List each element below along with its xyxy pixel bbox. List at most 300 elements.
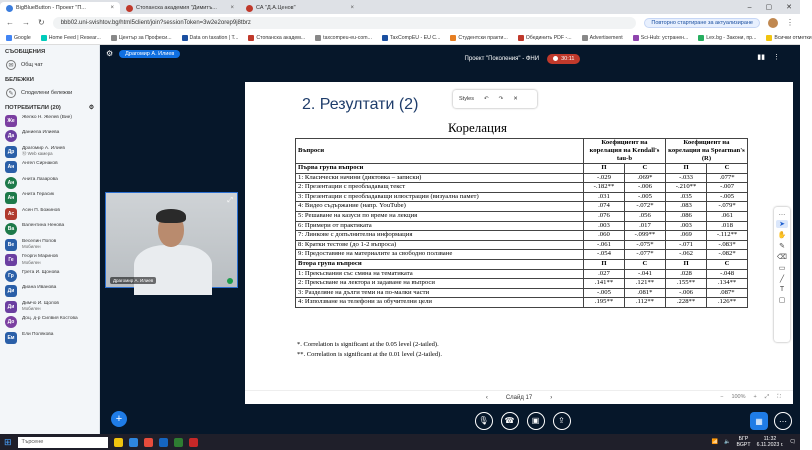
user-name: Георги Маринов <box>22 254 58 259</box>
rectangle-tool-icon[interactable]: ▭ <box>778 265 786 272</box>
bookmark-item[interactable] <box>41 35 101 41</box>
all-bookmarks[interactable] <box>766 35 811 41</box>
table-header-row <box>296 139 748 164</box>
excel-icon[interactable] <box>174 438 183 447</box>
user-list-item[interactable] <box>0 237 99 253</box>
user-status: Ⓜ Web камера <box>22 151 53 157</box>
user-name: Ели Полякова <box>22 331 54 337</box>
user-avatar: Ве <box>5 239 17 251</box>
coefficient-cell: -.048 <box>707 269 748 279</box>
bookmark-label: Обединить PDF -... <box>525 34 572 41</box>
coefficient-cell: -.005 <box>584 288 625 298</box>
user-list-item[interactable] <box>0 206 99 222</box>
hide-presentation-button[interactable]: ▦ <box>750 412 768 430</box>
tab-label: BigBlueButton - Проект "П... <box>16 5 86 11</box>
footnote-05: *. Correlation is significant at the 0.05 level (2-tailed). <box>297 341 439 348</box>
coefficient-cell: -.071 <box>665 240 706 250</box>
browser-tab-academy[interactable] <box>120 2 240 14</box>
group1-label: Първа група въпроси <box>296 164 584 174</box>
coefficient-cell: -.005 <box>707 192 748 202</box>
browser-tabbar <box>0 0 800 14</box>
question-cell: 2: Прекъсване на лектора и задаване на въпроси <box>296 279 584 289</box>
coefficient-cell: .074 <box>584 202 625 212</box>
user-avatar: Да <box>5 130 17 142</box>
coefficient-cell: .126** <box>707 298 748 308</box>
leave-audio-button[interactable]: ☎ <box>501 412 519 430</box>
coefficient-cell: -.041 <box>624 269 665 279</box>
url-text: bbb02.uni-svishtov.bg/html5client/join?sessionToken=3w2e2orep9j8tbrz <box>60 19 251 26</box>
table-row <box>296 183 748 193</box>
maximize-icon[interactable]: ▢ <box>765 4 773 11</box>
more-options-button[interactable]: ⋯ <box>774 412 792 430</box>
delete-icon[interactable]: ✕ <box>513 96 518 102</box>
tab-label: Стопанска академия "Димитъ... <box>136 5 217 11</box>
coefficient-cell: .077* <box>707 173 748 183</box>
network-icon[interactable]: 📶 <box>711 439 718 445</box>
academy-favicon-icon <box>126 5 133 12</box>
webcam-tile[interactable] <box>105 192 238 288</box>
table-row <box>296 250 748 260</box>
bookmark-item[interactable] <box>382 35 440 41</box>
question-cell: 3: Презентации с преобладаващи илюстрации (визуална памет) <box>296 192 584 202</box>
close-tab-icon[interactable]: × <box>350 5 354 11</box>
table-row <box>296 240 748 250</box>
question-cell: 8: Кратки тестове (до 1-2 въпроса) <box>296 240 584 250</box>
user-avatar: Ем <box>5 332 17 344</box>
coefficient-cell: .028 <box>665 269 706 279</box>
user-avatar: Ан <box>5 177 17 189</box>
bbb-app <box>0 45 800 434</box>
chrome-icon[interactable] <box>144 438 153 447</box>
reload-icon[interactable]: ↻ <box>38 18 45 27</box>
user-list-item[interactable] <box>0 268 99 284</box>
notes-icon: ✎ <box>6 88 16 98</box>
user-name: Асен П. Божинов <box>22 207 60 213</box>
record-dot-icon <box>553 56 558 61</box>
question-cell: 5: Решаване на казуси по време на лекция <box>296 211 584 221</box>
kendall-header: Коефициент на корелация на Kendall's tau-b <box>584 139 666 164</box>
whiteboard-tools <box>774 207 790 342</box>
pencil-tool-icon[interactable]: ✎ <box>779 243 785 250</box>
notifications-icon[interactable]: 🗨 <box>789 439 796 445</box>
question-cell: 7: Линкове с допълнителна информация <box>296 231 584 241</box>
styles-button[interactable]: Styles <box>459 96 474 102</box>
coefficient-cell: .069 <box>665 231 706 241</box>
powerpoint-icon[interactable] <box>189 438 198 447</box>
mic-status-icon <box>227 278 233 284</box>
question-cell: 1: Прекъсвания със смяна на тематиката <box>296 269 584 279</box>
edge-icon[interactable] <box>129 438 138 447</box>
coefficient-cell: .060 <box>584 231 625 241</box>
coefficient-cell: .027 <box>584 269 625 279</box>
users-count-label: ПОТРЕБИТЕЛИ (20) <box>5 105 61 111</box>
undo-icon[interactable]: ↶ <box>483 96 489 102</box>
user-name: Даниела Илиева <box>22 130 60 135</box>
public-chat-label: Общ чат <box>21 62 43 68</box>
file-explorer-icon[interactable] <box>114 438 123 447</box>
chat-icon: ✉ <box>6 60 16 70</box>
question-cell: 6: Примери от практиката <box>296 221 584 231</box>
actions-plus-button[interactable]: + <box>111 411 127 427</box>
coefficient-cell: -.082* <box>707 250 748 260</box>
close-window-icon[interactable]: ✕ <box>786 4 792 11</box>
coefficient-cell: .086 <box>665 211 706 221</box>
user-name: Димчо И. Щолов <box>22 300 59 306</box>
slide-selector[interactable]: Слайд 17 <box>505 394 533 401</box>
more-tools-icon[interactable]: … <box>778 210 786 217</box>
coefficient-cell: -.006 <box>665 288 706 298</box>
zoom-level[interactable]: 100% <box>731 394 746 400</box>
coefficient-cell: .087* <box>707 288 748 298</box>
person-hair <box>156 209 186 223</box>
user-avatar: Ди <box>5 301 17 313</box>
line-tool-icon[interactable]: ╱ <box>779 276 785 283</box>
fullscreen-presentation-icon[interactable]: ⛶ <box>777 394 781 400</box>
bookmark-item[interactable] <box>582 35 623 41</box>
browser-menu-icon[interactable]: ⋮ <box>786 18 794 27</box>
coefficient-cell: .155** <box>665 279 706 289</box>
user-list-item[interactable] <box>0 144 99 160</box>
table-row <box>296 211 748 221</box>
bookmark-label: TaxCompEU - EU C... <box>389 34 441 41</box>
user-avatar: Гр <box>5 270 17 282</box>
select-tool-icon[interactable]: ➤ <box>776 220 788 228</box>
clock[interactable] <box>757 436 784 448</box>
user-list-item[interactable] <box>0 175 99 191</box>
redo-icon[interactable]: ↷ <box>498 96 504 102</box>
coefficient-cell: .121** <box>624 279 665 289</box>
table-row <box>296 269 748 279</box>
user-name: Анита Лазарова <box>22 176 58 182</box>
table-row <box>296 192 748 202</box>
profile-avatar[interactable] <box>768 18 778 28</box>
coefficient-cell: .076 <box>584 211 625 221</box>
table-row <box>296 298 748 308</box>
recording-time: 30:11 <box>561 55 575 62</box>
table-row <box>296 231 748 241</box>
clock-date: 6.11.2023 г. <box>756 442 784 448</box>
coefficient-cell: -.033 <box>665 173 706 183</box>
public-chat-item[interactable] <box>0 57 99 73</box>
coefficient-cell: .112** <box>624 298 665 308</box>
questions-header: Въпроси <box>296 139 584 164</box>
user-text <box>22 332 53 338</box>
window-controls <box>748 0 800 14</box>
meeting-top-bar <box>245 45 800 72</box>
zoom-controls <box>720 394 781 401</box>
settings-gear-icon[interactable]: ⚙ <box>106 49 114 58</box>
bookmark-icon <box>633 35 639 41</box>
bookmark-icon <box>111 35 117 41</box>
table-row <box>296 173 748 183</box>
windows-start-icon[interactable]: ⊞ <box>4 436 12 447</box>
bookmark-label: Lex.bg - Закони, пр... <box>706 34 757 41</box>
table-row <box>296 288 748 298</box>
coefficient-cell: -.182** <box>584 183 625 193</box>
coefficient-cell: .195** <box>584 298 625 308</box>
bookmark-icon <box>518 35 524 41</box>
bookmark-label: Стопанска академ... <box>256 34 306 41</box>
coefficient-cell: .003 <box>665 221 706 231</box>
presenter-name-pill[interactable]: Драгомир А. Илиев <box>119 50 180 58</box>
user-avatar: Ге <box>5 254 17 266</box>
user-name: Грета И. Щонова <box>22 269 60 275</box>
fit-width-icon[interactable]: ⤢ <box>764 394 770 400</box>
bookmark-item[interactable] <box>111 35 172 41</box>
lang-label-2: BGPT <box>736 442 751 448</box>
browser-tab-sa[interactable] <box>240 2 360 14</box>
user-text <box>22 223 64 229</box>
coefficient-cell: -.099** <box>624 231 665 241</box>
coefficient-cell: .228** <box>665 298 706 308</box>
presentation-slide <box>245 82 793 390</box>
user-name: Диана Иванова <box>22 285 57 290</box>
group2-header-row <box>296 259 748 269</box>
sub-header-s: С <box>707 259 748 269</box>
coefficient-cell: -.061 <box>584 240 625 250</box>
sub-header-s: С <box>624 259 665 269</box>
user-name: Драгомир А. Илиев <box>22 145 65 151</box>
user-text <box>22 239 56 250</box>
volume-icon[interactable]: 🔈 <box>723 439 731 445</box>
user-list-item[interactable] <box>0 191 99 207</box>
video-top-bar <box>100 45 245 62</box>
coefficient-cell: -.077* <box>624 250 665 260</box>
mute-mic-button[interactable]: 🎙 <box>475 412 493 430</box>
clock-time: 11:32 <box>763 436 777 442</box>
coefficient-cell: .003 <box>584 221 625 231</box>
coefficient-cell: .134** <box>707 279 748 289</box>
coefficient-cell: .081* <box>624 288 665 298</box>
coefficient-cell: -.079* <box>707 202 748 212</box>
bookmark-label: Sci-Hub: устранен... <box>640 34 689 41</box>
bookmark-icon <box>382 35 388 41</box>
coefficient-cell: .018 <box>707 221 748 231</box>
bookmark-item[interactable] <box>518 35 572 41</box>
folder-icon <box>766 35 772 41</box>
back-icon[interactable]: ← <box>6 18 14 27</box>
next-slide-icon[interactable]: › <box>550 394 553 401</box>
connection-status-icon[interactable]: ▮▮ <box>757 54 765 61</box>
user-text <box>22 146 65 157</box>
url-field[interactable] <box>53 17 637 29</box>
table-row <box>296 221 748 231</box>
shared-notes-item[interactable] <box>0 85 99 101</box>
messages-header: СЪОБЩЕНИЯ <box>5 49 46 55</box>
zoom-in-icon[interactable]: + <box>753 394 757 400</box>
question-cell: 3: Разделяне на дълги теми на по-малки части <box>296 288 584 298</box>
group2-label: Втора група въпроси <box>296 259 584 269</box>
coefficient-cell: -.005 <box>624 192 665 202</box>
user-list-item[interactable] <box>0 222 99 238</box>
shared-notes-label: Споделени бележки <box>21 90 73 96</box>
user-list-item[interactable] <box>0 253 99 269</box>
bookmark-label: Advertisement <box>589 34 623 41</box>
user-text <box>22 285 56 291</box>
address-bar <box>0 14 800 31</box>
coefficient-cell: -.029 <box>584 173 625 183</box>
table-row <box>296 279 748 289</box>
browser-tab-bbb[interactable] <box>0 2 120 14</box>
slide-heading: Корелация <box>448 120 507 135</box>
slide-navigation <box>245 390 793 404</box>
tab-label: СА "Д.А.Ценов" <box>256 5 296 11</box>
bookmark-label: taxcompeu-eu-com... <box>323 34 372 41</box>
sub-header-p: П <box>584 164 625 174</box>
users-settings-icon[interactable]: ⚙ <box>88 105 94 111</box>
hand-tool-icon[interactable]: ✋ <box>777 232 787 239</box>
question-cell: 4: Видео съдържание (напр. YouTube) <box>296 202 584 212</box>
prev-slide-icon[interactable]: ‹ <box>485 394 488 401</box>
coefficient-cell: -.112** <box>707 231 748 241</box>
topbar-right <box>757 53 780 61</box>
coefficient-cell: .035 <box>665 192 706 202</box>
bookmark-label: Център за Професи... <box>118 34 172 41</box>
slide-title: 2. Резултати (2) <box>302 96 419 113</box>
recording-indicator[interactable] <box>547 54 580 64</box>
bookmark-item[interactable] <box>450 35 507 41</box>
close-tab-icon[interactable]: × <box>110 5 114 11</box>
group1-header-row <box>296 164 748 174</box>
sub-header-p: П <box>665 259 706 269</box>
bookmark-label: Home Feed | Resear... <box>48 34 101 41</box>
user-status: Мобилен <box>22 244 41 250</box>
eraser-tool-icon[interactable]: ⌫ <box>777 254 787 261</box>
word-icon[interactable] <box>159 438 168 447</box>
bookmark-icon <box>182 35 188 41</box>
user-avatar: Ан <box>5 192 17 204</box>
user-status: Мобилен <box>22 306 41 312</box>
users-sidebar <box>0 45 100 434</box>
users-header <box>0 101 99 113</box>
user-text <box>22 161 58 167</box>
user-avatar: Др <box>5 146 17 158</box>
share-screen-button[interactable]: ⇪ <box>553 412 571 430</box>
language-indicator[interactable] <box>736 436 750 448</box>
user-text <box>22 130 59 136</box>
bookmarks-bar <box>0 31 812 45</box>
bookmark-item[interactable] <box>633 35 689 41</box>
user-avatar: Ас <box>5 208 17 220</box>
forward-icon[interactable]: → <box>22 18 30 27</box>
bookmark-icon <box>248 35 254 41</box>
user-avatar: Ди <box>5 285 17 297</box>
coefficient-cell: .069* <box>624 173 665 183</box>
question-cell: 9: Предоставяне на материалите за свободно ползване <box>296 250 584 260</box>
bookmark-item[interactable] <box>698 35 756 41</box>
coefficient-cell: .031 <box>584 192 625 202</box>
webcam-name-label: Драгомир А. Илиев <box>110 277 156 284</box>
user-list-item[interactable] <box>0 330 99 346</box>
sticky-note-icon[interactable]: ▢ <box>778 297 786 304</box>
close-tab-icon[interactable]: × <box>230 5 234 11</box>
system-tray <box>712 436 797 448</box>
user-status: Мобилен <box>22 259 41 265</box>
question-cell: 2: Презентации с преобладаващ текст <box>296 183 584 193</box>
sub-header-s: С <box>707 164 748 174</box>
coefficient-cell: -.075* <box>624 240 665 250</box>
footnote-01: **. Correlation is significant at the 0.01 level (2-tailed). <box>297 351 442 358</box>
windows-taskbar <box>0 434 800 450</box>
user-text <box>22 177 58 183</box>
bookmark-label: Всички отметки <box>774 34 812 41</box>
bookmark-icon <box>41 35 47 41</box>
coefficient-cell: .056 <box>624 211 665 221</box>
user-text <box>22 254 58 265</box>
sub-header-p: П <box>584 259 625 269</box>
sub-header-s: С <box>624 164 665 174</box>
sub-header-p: П <box>665 164 706 174</box>
user-name: Ангел Сирнаков <box>22 161 58 166</box>
options-menu-icon[interactable]: ⋮ <box>773 54 780 61</box>
user-name: Валентина Ненова <box>22 223 65 228</box>
bookmark-item[interactable] <box>6 35 31 41</box>
user-list-item[interactable] <box>0 315 99 331</box>
bookmark-item[interactable] <box>248 35 305 41</box>
bookmark-item[interactable] <box>182 35 239 41</box>
user-text <box>22 208 60 214</box>
user-list-item[interactable] <box>0 160 99 176</box>
spearman-header: Коефициент на корелация на Spearman's (R) <box>665 139 747 164</box>
bookmark-icon <box>450 35 456 41</box>
zoom-out-icon[interactable]: − <box>720 394 724 400</box>
user-list-item[interactable] <box>0 299 99 315</box>
correlation-table <box>295 138 748 308</box>
coefficient-cell: -.006 <box>624 183 665 193</box>
user-text <box>22 316 78 322</box>
user-name: Желко Н. Желев (Вие) <box>22 114 72 120</box>
question-cell: 4: Използване на телефони за обучителни цели <box>296 298 584 308</box>
coefficient-cell: -.083* <box>707 240 748 250</box>
user-name: Доц. д-р Силвия Костова <box>22 316 78 321</box>
restart-update-button[interactable]: Повторно стартиране за актуализиране <box>644 18 760 28</box>
bookmark-icon <box>582 35 588 41</box>
coefficient-cell: -.054 <box>584 250 625 260</box>
fullscreen-icon[interactable]: ⤢ <box>227 197 233 204</box>
user-avatar: Же <box>5 115 17 127</box>
table-row <box>296 202 748 212</box>
coefficient-cell: -.007 <box>707 183 748 193</box>
user-list-item[interactable] <box>0 284 99 300</box>
whiteboard-styles-toolbar <box>453 90 537 108</box>
question-cell: 1: Класически начини (диктовка – записки) <box>296 173 584 183</box>
coefficient-cell: .141** <box>584 279 625 289</box>
user-list-item[interactable] <box>0 113 99 129</box>
user-name: Веселин Попов <box>22 238 57 244</box>
coefficient-cell: -.210** <box>665 183 706 193</box>
text-tool-icon[interactable]: T <box>779 286 785 293</box>
bookmark-item[interactable] <box>315 35 372 41</box>
coefficient-cell: .083 <box>665 202 706 212</box>
user-avatar: Ан <box>5 161 17 173</box>
user-avatar: До <box>5 316 17 328</box>
meeting-title: Проект "Поколения" - ФНИ <box>464 55 540 62</box>
lang-label: БГР <box>738 436 749 442</box>
user-text <box>22 270 59 276</box>
user-text <box>22 301 59 312</box>
user-text <box>22 115 72 121</box>
user-list-item[interactable] <box>0 129 99 145</box>
user-list <box>0 113 99 346</box>
coefficient-cell: .017 <box>624 221 665 231</box>
minimize-icon[interactable]: – <box>747 3 752 11</box>
bbb-favicon-icon <box>6 5 13 12</box>
share-webcam-button[interactable]: ▣ <box>527 412 545 430</box>
video-panel <box>100 45 245 434</box>
coefficient-cell: .061 <box>707 211 748 221</box>
google-icon <box>6 35 12 41</box>
taskbar-search[interactable] <box>18 437 108 448</box>
